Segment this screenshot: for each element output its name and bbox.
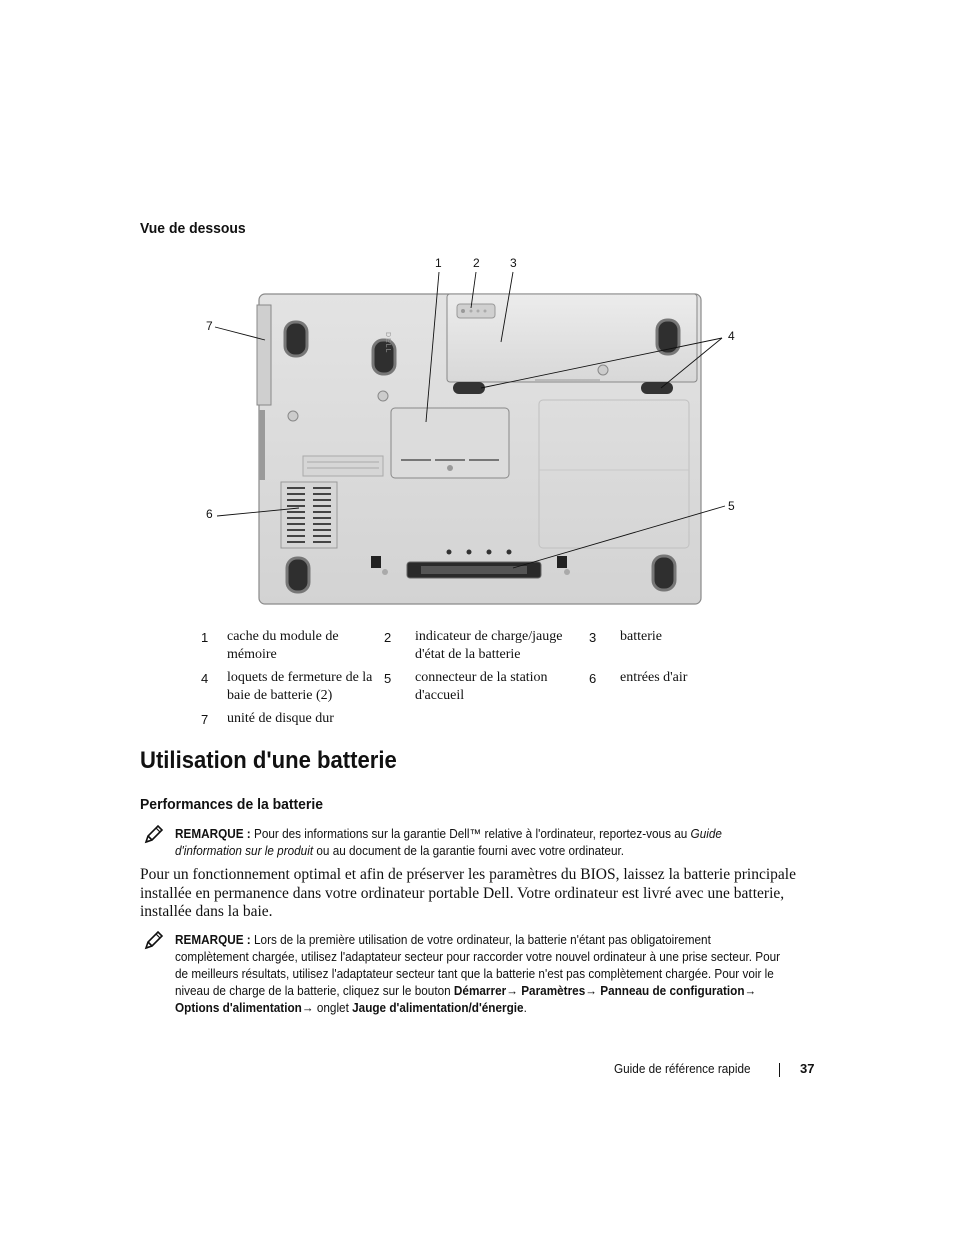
note-label: REMARQUE : [175, 933, 251, 947]
callout-7: 7 [206, 319, 213, 333]
subsection-title: Performances de la batterie [140, 796, 323, 813]
legend-num: 3 [589, 630, 597, 645]
air-vents [281, 482, 337, 548]
note-label: REMARQUE : [175, 827, 251, 841]
side-port [259, 410, 265, 480]
body-paragraph: Pour un fonctionnement optimal et afin de préserver les paramètres du BIOS, laissez la batterie principale installée en permanence dans votre ordinateur portable Dell. Votre ordinateur est livré avec une batterie, installée dans la baie. [140, 866, 796, 920]
pencil-note-icon [143, 929, 165, 951]
note-battery-charge: REMARQUE : Lors de la première utilisation de votre ordinateur, la batterie n'étant pas obligatoirement complètement chargée, utilisez l'adaptateur secteur pour raccorder votre nouvel ordinateur à une prise secteur. Pour de meilleurs résultats, utilisez l'adaptateur secteur tant que la batterie n'est pas complètement chargée. Pour voir le niveau de charge de la batterie, cliquez sur le bouton Démarrer→ Paramètres→ Panneau de configuration→ Options d'alimentation→ onglet Jauge d'alimentation/d'énergie. [175, 933, 781, 1015]
legend-num: 7 [201, 712, 209, 727]
rubber-foot [287, 558, 309, 592]
legend-text: connecteur de la station d'accueil [415, 670, 548, 703]
callout-1: 1 [435, 256, 442, 270]
legend-text: loquets de fermeture de la baie de batterie (2) [227, 670, 373, 703]
pencil-note-icon [143, 823, 165, 845]
battery-latch-right [641, 382, 673, 394]
rubber-foot [285, 322, 307, 356]
legend-num: 2 [384, 630, 392, 645]
laptop-bottom-illustration [195, 250, 755, 620]
callout-3: 3 [510, 256, 517, 270]
battery-latch-left [453, 382, 485, 394]
legend-num: 4 [201, 671, 209, 686]
legend-num: 5 [384, 671, 392, 686]
dell-label-text: DELL [384, 332, 391, 354]
legend-text: cache du module de mémoire [227, 629, 339, 662]
callout-6: 6 [206, 507, 213, 521]
legend-text: unité de disque dur [227, 711, 334, 726]
rubber-foot [653, 556, 675, 590]
note-warranty: REMARQUE : Pour des informations sur la garantie Dell™ relative à l'ordinateur, reportez-vous au Guide d'information sur le produit ou au document de la garantie fourni avec votre ordinateur. [175, 827, 722, 858]
legend-num: 1 [201, 630, 209, 645]
footer-title: Guide de référence rapide [614, 1062, 751, 1076]
main-title: Utilisation d'une batterie [140, 747, 397, 774]
footer-separator [779, 1063, 780, 1077]
legend-text: entrées d'air [620, 670, 688, 685]
laptop-bottom-view-figure [195, 250, 755, 620]
hard-drive-bay [257, 305, 271, 405]
section-title: Vue de dessous [140, 220, 246, 237]
callout-4: 4 [728, 329, 735, 343]
legend-text: indicateur de charge/jauge d'état de la batterie [415, 629, 563, 662]
callout-2: 2 [473, 256, 480, 270]
page-number: 37 [800, 1061, 815, 1076]
legend-num: 6 [589, 671, 597, 686]
legend-text: batterie [620, 629, 662, 644]
callout-5: 5 [728, 499, 735, 513]
